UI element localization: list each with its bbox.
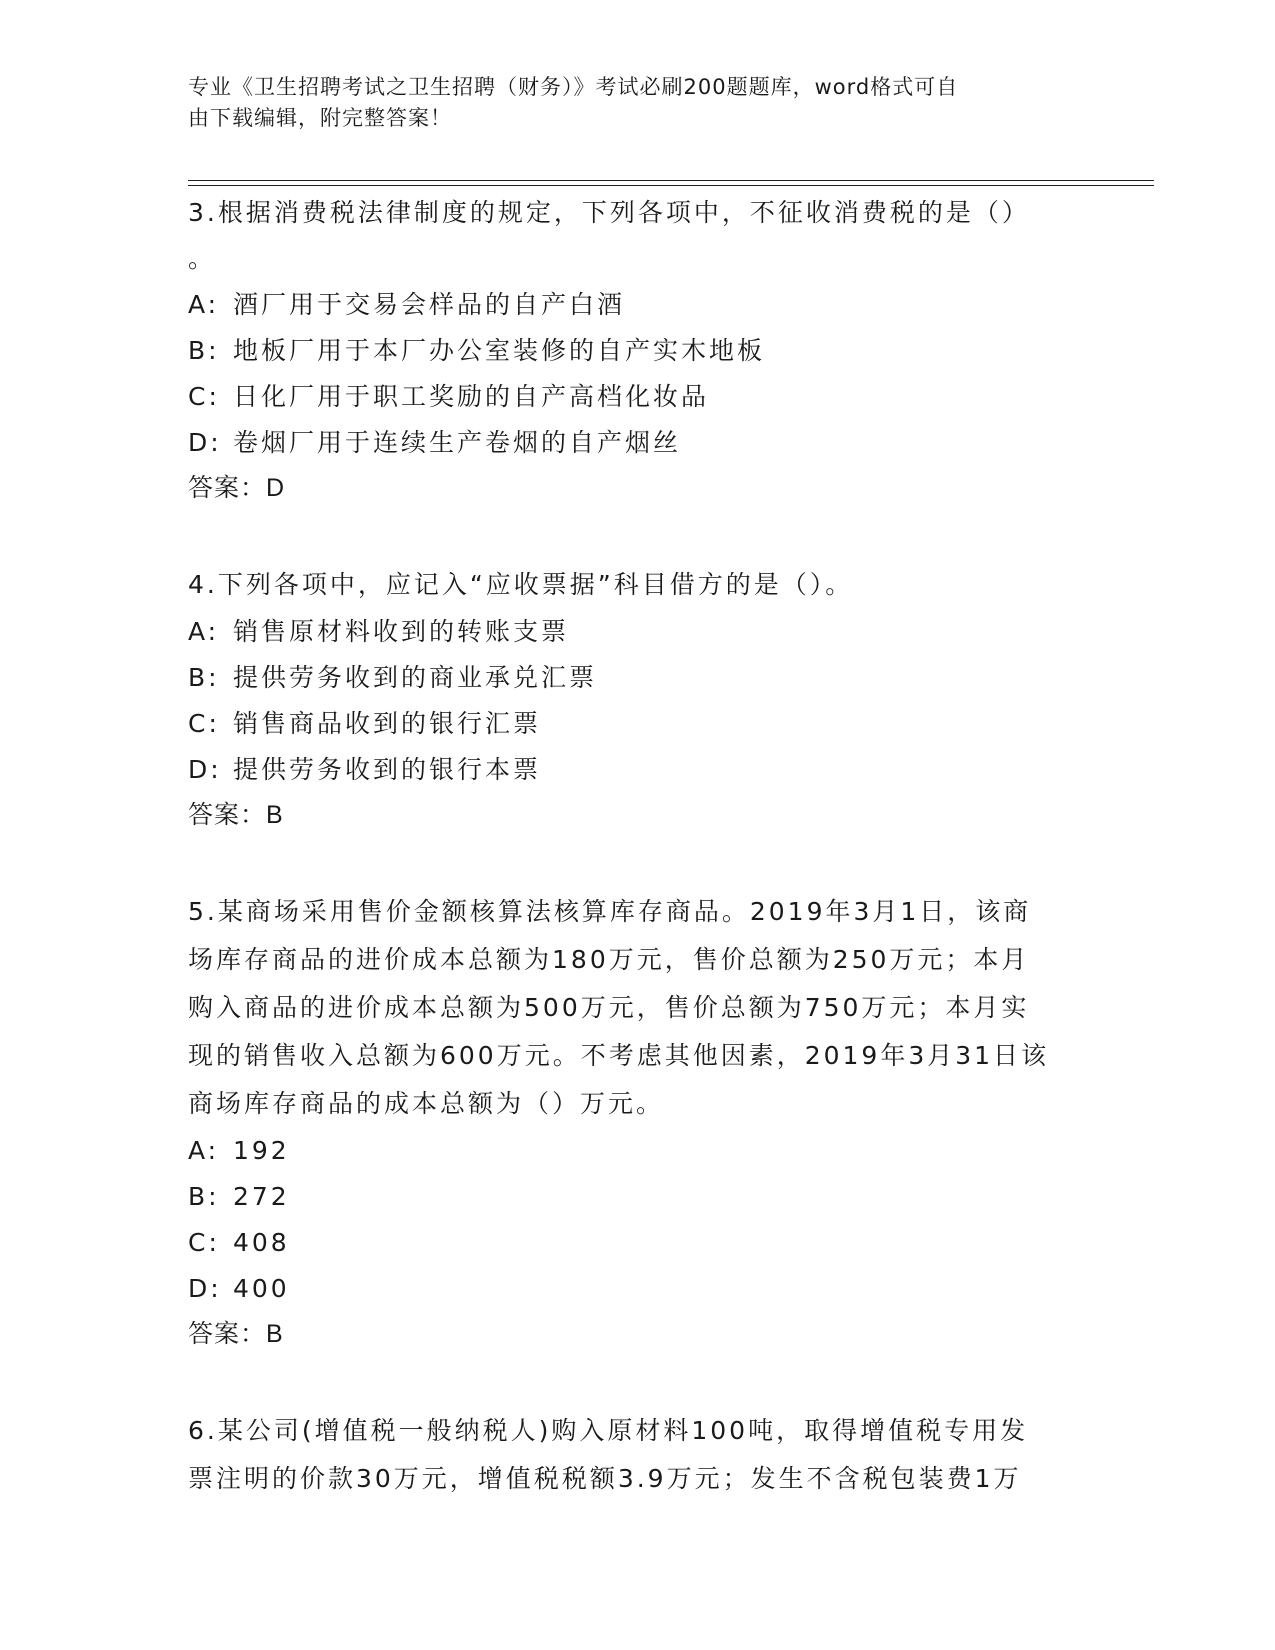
question-3-option-b — [188, 328, 1088, 374]
option-letter: B: — [188, 1182, 220, 1211]
option-letter: C: — [188, 382, 220, 411]
question-3-text: 3.根据消费税法律制度的规定，下列各项中，不征收消费税的是（） — [188, 198, 1030, 227]
question-4-option-a — [188, 609, 1088, 655]
question-4 — [188, 561, 1088, 837]
option-letter: D: — [188, 1274, 222, 1303]
question-spacer — [188, 1356, 1088, 1407]
option-letter: B: — [188, 663, 220, 692]
option-text: 销售商品收到的银行汇票 — [233, 709, 542, 738]
question-4-option-d — [188, 747, 1088, 793]
question-4-option-c — [188, 701, 1088, 747]
question-4-options — [188, 609, 1088, 793]
option-letter: B: — [188, 336, 220, 365]
option-text: 地板厂用于本厂办公室装修的自产实木地板 — [233, 336, 766, 365]
option-letter: C: — [188, 709, 220, 738]
option-text: 提供劳务收到的商业承兑汇票 — [233, 663, 598, 692]
question-list — [188, 190, 1088, 1503]
question-5-text-line-3: 购入商品的进价成本总额为500万元，售价总额为750万元；本月实 — [188, 993, 1030, 1022]
question-3-option-d — [188, 420, 1088, 466]
question-5-option-c — [188, 1220, 1088, 1266]
option-text: 272 — [233, 1182, 290, 1211]
question-3-option-c — [188, 374, 1088, 420]
option-letter: A: — [188, 290, 220, 319]
question-spacer — [188, 837, 1088, 888]
question-6-text-line-2: 票注明的价款30万元，增值税税额3.9万元；发生不含税包装费1万 — [188, 1464, 1022, 1493]
question-5-option-b — [188, 1174, 1088, 1220]
document-header — [188, 72, 1088, 134]
question-3-answer: 答案：D — [188, 474, 286, 502]
option-text: 192 — [233, 1136, 290, 1165]
option-text: 408 — [233, 1228, 290, 1257]
question-3-text-continued: 。 — [188, 244, 217, 273]
question-3-option-a — [188, 282, 1088, 328]
question-5-text-line-2: 场库存商品的进价成本总额为180万元，售价总额为250万元；本月 — [188, 945, 1030, 974]
question-5 — [188, 888, 1088, 1356]
option-letter: D: — [188, 755, 222, 784]
option-text: 提供劳务收到的银行本票 — [233, 755, 542, 784]
question-3 — [188, 190, 1088, 510]
question-5-option-d — [188, 1266, 1088, 1312]
option-text: 日化厂用于职工奖励的自产高档化妆品 — [233, 382, 710, 411]
option-letter: D: — [188, 428, 222, 457]
header-line-2: 由下载编辑，附完整答案！ — [188, 106, 452, 130]
question-5-options — [188, 1128, 1088, 1312]
question-6-text-line-1: 6.某公司(增值税一般纳税人)购入原材料100吨，取得增值税专用发 — [188, 1416, 1029, 1445]
header-divider-top — [188, 180, 1154, 181]
question-4-option-b — [188, 655, 1088, 701]
option-letter: A: — [188, 1136, 220, 1165]
header-divider-bottom — [188, 185, 1154, 186]
question-4-text: 4.下列各项中，应记入“应收票据”科目借方的是（）。 — [188, 570, 854, 599]
question-3-options — [188, 282, 1088, 466]
option-text: 酒厂用于交易会样品的自产白酒 — [233, 290, 626, 319]
question-spacer — [188, 510, 1088, 561]
question-5-text-line-5: 商场库存商品的成本总额为（）万元。 — [188, 1089, 665, 1118]
option-text: 销售原材料收到的转账支票 — [233, 617, 570, 646]
option-letter: A: — [188, 617, 220, 646]
question-5-answer: 答案：B — [188, 1320, 284, 1348]
question-6 — [188, 1407, 1088, 1503]
question-5-text-line-4: 现的销售收入总额为600万元。不考虑其他因素，2019年3月31日该 — [188, 1041, 1050, 1070]
option-text: 卷烟厂用于连续生产卷烟的自产烟丝 — [233, 428, 682, 457]
option-text: 400 — [233, 1274, 290, 1303]
question-4-answer: 答案：B — [188, 801, 284, 829]
option-letter: C: — [188, 1228, 220, 1257]
question-5-text-line-1: 5.某商场采用售价金额核算法核算库存商品。2019年3月1日，该商 — [188, 897, 1032, 926]
header-line-1: 专业《卫生招聘考试之卫生招聘（财务）》考试必刷200题题库，word格式可自 — [188, 75, 959, 99]
question-5-option-a — [188, 1128, 1088, 1174]
